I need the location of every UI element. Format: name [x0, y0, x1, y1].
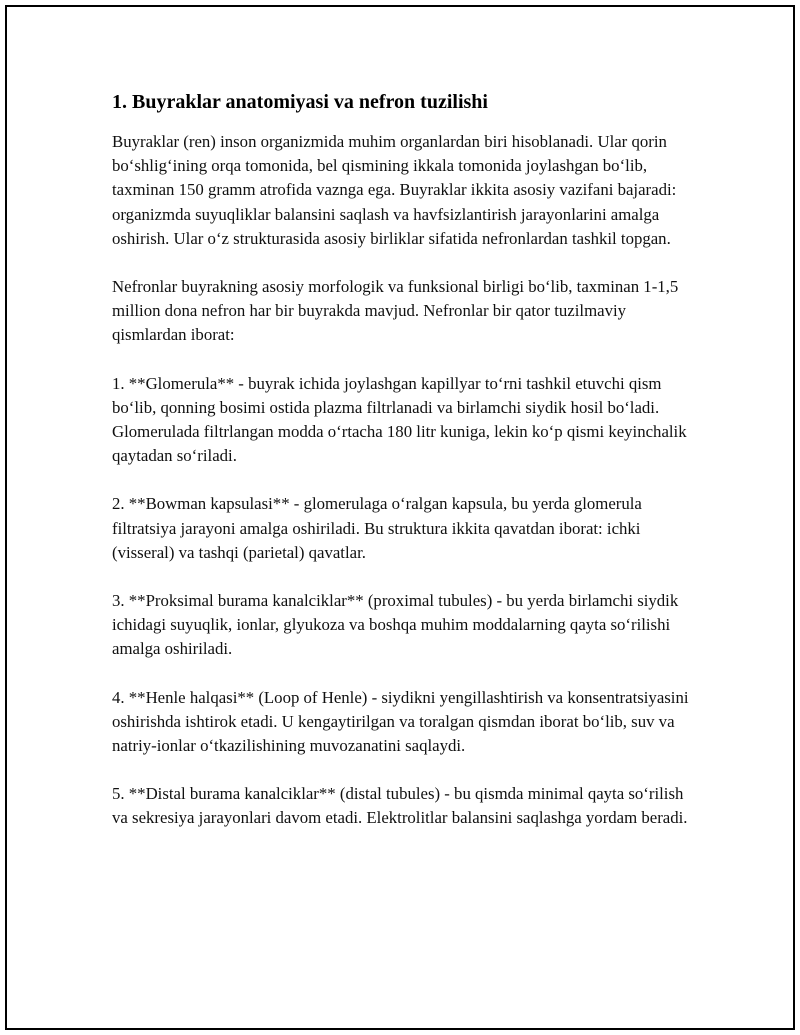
- document-body: [112, 88, 692, 855]
- list-item-distal-kanalciklar: 5. **Distal burama kanalciklar** (distal tubules) - bu qismda minimal qayta so‘rilish va sekresiya jarayonlari davom etadi. Elektrolitlar balansini saqlashga yordam beradi.: [112, 784, 688, 828]
- nefron-paragraph: Nefronlar buyrakning asosiy morfologik va funksional birligi bo‘lib, taxminan 1-1,5 million dona nefron har bir buyrakda mavjud. Nefronlar bir qator tuzilmaviy qismlardan iborat:: [112, 277, 679, 345]
- intro-paragraph: Buyraklar (ren) inson organizmida muhim organlardan biri hisoblanadi. Ular qorin bo‘shlig‘ining orqa tomonida, bel qismining ikkala tomonida joylashgan bo‘lib, taxminan 150 gramm atrofida vaznga ega. Buyraklar ikkita asosiy vazifani bajaradi: organizmda suyuqliklar balansini saqlash va havfsizlantirish jarayonlarini amalga oshirish. Ular o‘z strukturasida asosiy birliklar sifatida nefronlardan tashkil topgan.: [112, 132, 677, 248]
- list-item-glomerula: 1. **Glomerula** - buyrak ichida joylashgan kapillyar to‘rni tashkil etuvchi qism bo‘lib, qonning bosimi ostida plazma filtrlanadi va birlamchi siydik hosil bo‘ladi. Glomerulada filtrlangan modda o‘rtacha 180 litr kuniga, lekin ko‘p qismi keyinchalik qaytadan so‘riladi.: [112, 373, 687, 466]
- list-item-henle-halqasi: 4. **Henle halqasi** (Loop of Henle) - siydikni yengillashtirish va konsentratsiyasini oshirishda ishtirok etadi. U kengaytirilgan va toralgan qismdan iborat bo‘lib, suv va natriy-ionlar o‘tkazilishining muvozanatini saqlaydi.: [112, 687, 689, 756]
- list-item-bowman-kapsulasi: 2. **Bowman kapsulasi** - glomerulaga o‘ralgan kapsula, bu yerda glomerula filtratsiya jarayoni amalga oshiriladi. Bu struktura ikkita qavatdan iborat: ichki (visseral) va tashqi (parietal) qavatlar.: [112, 494, 642, 562]
- section-heading: 1. Buyraklar anatomiyasi va nefron tuzilishi: [112, 91, 488, 113]
- list-item-proksimal-kanalciklar: 3. **Proksimal burama kanalciklar** (proximal tubules) - bu yerda birlamchi siydik ichidagi suyuqlik, ionlar, glyukoza va boshqa muhim moddalarning qayta so‘rilishi amalga oshiriladi.: [112, 591, 679, 659]
